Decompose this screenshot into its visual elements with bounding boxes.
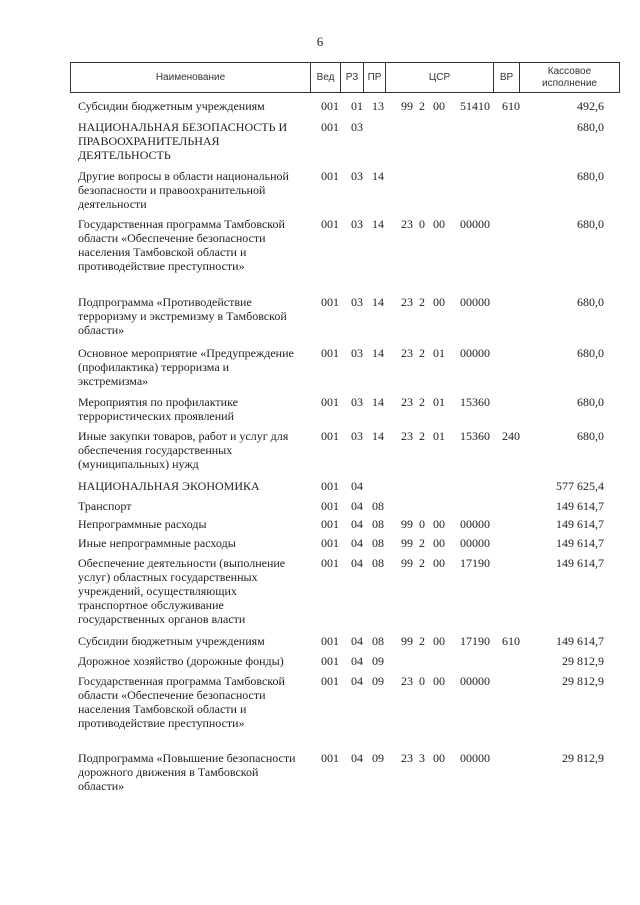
row-csr-event: 00	[433, 217, 445, 231]
row-rz: 01	[351, 99, 363, 113]
row-pr: 09	[372, 654, 384, 668]
row-pr: 14	[372, 429, 384, 443]
row-csr-direction: 17190	[460, 634, 490, 648]
row-csr-subprogram: 2	[419, 634, 425, 648]
row-amount: 149 614,7	[556, 517, 604, 531]
page-number: 6	[316, 34, 324, 49]
row-pr: 08	[372, 517, 384, 531]
row-ved: 001	[321, 634, 339, 648]
row-csr-direction: 00000	[460, 217, 490, 231]
row-csr-program: 99	[401, 556, 413, 570]
row-pr: 14	[372, 346, 384, 360]
row-pr: 08	[372, 634, 384, 648]
row-rz: 04	[351, 556, 363, 570]
row-csr-subprogram: 0	[419, 517, 425, 531]
row-name: НАЦИОНАЛЬНАЯ БЕЗОПАСНОСТЬ И ПРАВООХРАНИТЕЛЬНАЯ ДЕЯТЕЛЬНОСТЬ	[78, 120, 288, 162]
row-pr: 08	[372, 556, 384, 570]
row-amount: 149 614,7	[556, 634, 604, 648]
row-ved: 001	[321, 99, 339, 113]
row-csr-program: 99	[401, 536, 413, 550]
row-csr-program: 23	[401, 674, 413, 688]
row-pr: 14	[372, 395, 384, 409]
row-csr-event: 00	[433, 295, 445, 309]
row-amount: 577 625,4	[556, 479, 604, 493]
row-ved: 001	[321, 499, 339, 513]
row-csr-direction: 51410	[460, 99, 490, 113]
header-name: Наименование	[71, 63, 311, 93]
header-amount-line1: Кассовое	[547, 65, 592, 77]
row-ved: 001	[321, 479, 339, 493]
row-csr-event: 00	[433, 751, 445, 765]
row-csr-program: 99	[401, 99, 413, 113]
row-ved: 001	[321, 395, 339, 409]
row-rz: 04	[351, 517, 363, 531]
row-amount: 680,0	[577, 395, 604, 409]
row-ved: 001	[321, 217, 339, 231]
row-ved: 001	[321, 654, 339, 668]
row-rz: 04	[351, 751, 363, 765]
row-name: Основное мероприятие «Предупреждение (профилактика) терроризма и экстремизма»	[78, 346, 294, 388]
row-rz: 04	[351, 536, 363, 550]
row-csr-event: 00	[433, 99, 445, 113]
row-name: Подпрограмма «Повышение безопасности дорожного движения в Тамбовской области»	[78, 751, 296, 793]
row-name: Государственная программа Тамбовской области «Обеспечение безопасности населения Тамбовской области и противодействие преступности»	[78, 674, 285, 730]
row-pr: 08	[372, 536, 384, 550]
row-pr: 14	[372, 295, 384, 309]
row-ved: 001	[321, 517, 339, 531]
row-rz: 04	[351, 634, 363, 648]
row-rz: 03	[351, 395, 363, 409]
row-csr-direction: 00000	[460, 517, 490, 531]
row-vr: 610	[502, 634, 520, 648]
row-rz: 04	[351, 479, 363, 493]
row-ved: 001	[321, 556, 339, 570]
row-pr: 08	[372, 499, 384, 513]
row-amount: 29 812,9	[562, 674, 604, 688]
row-ved: 001	[321, 169, 339, 183]
row-amount: 680,0	[577, 346, 604, 360]
row-amount: 29 812,9	[562, 654, 604, 668]
row-csr-subprogram: 3	[419, 751, 425, 765]
row-csr-subprogram: 2	[419, 99, 425, 113]
row-name: Транспорт	[78, 499, 132, 513]
row-amount: 149 614,7	[556, 499, 604, 513]
row-amount: 149 614,7	[556, 536, 604, 550]
row-csr-event: 01	[433, 346, 445, 360]
row-name: Обеспечение деятельности (выполнение услуг) областных государственных учреждений, осуществляющих транспортное обслуживание государственных органов власти	[78, 556, 286, 626]
row-csr-direction: 00000	[460, 295, 490, 309]
row-rz: 03	[351, 346, 363, 360]
row-pr: 14	[372, 169, 384, 183]
row-name: Иные закупки товаров, работ и услуг для обеспечения государственных (муниципальных) нужд	[78, 429, 289, 471]
row-csr-direction: 00000	[460, 674, 490, 688]
row-csr-subprogram: 2	[419, 536, 425, 550]
row-ved: 001	[321, 346, 339, 360]
row-pr: 09	[372, 751, 384, 765]
row-name: Дорожное хозяйство (дорожные фонды)	[78, 654, 284, 668]
row-amount: 680,0	[577, 120, 604, 134]
row-amount: 680,0	[577, 429, 604, 443]
row-rz: 04	[351, 499, 363, 513]
row-rz: 03	[351, 169, 363, 183]
row-pr: 13	[372, 99, 384, 113]
row-csr-event: 00	[433, 556, 445, 570]
header-amount-line2: исполнение	[542, 77, 597, 89]
header-csr: ЦСР	[386, 63, 494, 93]
row-csr-event: 00	[433, 634, 445, 648]
row-name: Мероприятия по профилактике террористических проявлений	[78, 395, 238, 423]
row-amount: 492,6	[577, 99, 604, 113]
row-vr: 610	[502, 99, 520, 113]
row-name: Подпрограмма «Противодействие терроризму и экстремизму в Тамбовской области»	[78, 295, 287, 337]
row-pr: 09	[372, 674, 384, 688]
row-csr-event: 01	[433, 395, 445, 409]
row-amount: 149 614,7	[556, 556, 604, 570]
row-rz: 03	[351, 429, 363, 443]
row-csr-subprogram: 0	[419, 674, 425, 688]
row-csr-direction: 00000	[460, 536, 490, 550]
row-csr-program: 99	[401, 634, 413, 648]
row-rz: 03	[351, 295, 363, 309]
row-rz: 03	[351, 120, 363, 134]
header-rz: РЗ	[341, 63, 364, 93]
row-name: Государственная программа Тамбовской области «Обеспечение безопасности населения Тамбовской области и противодействие преступности»	[78, 217, 285, 273]
row-name: Иные непрограммные расходы	[78, 536, 236, 550]
row-name: Другие вопросы в области национальной безопасности и правоохранительной деятельности	[78, 169, 289, 211]
row-csr-event: 00	[433, 674, 445, 688]
row-rz: 03	[351, 217, 363, 231]
row-csr-subprogram: 2	[419, 295, 425, 309]
row-name: Субсидии бюджетным учреждениям	[78, 634, 265, 648]
row-csr-program: 23	[401, 346, 413, 360]
row-csr-program: 23	[401, 217, 413, 231]
row-csr-subprogram: 2	[419, 429, 425, 443]
row-csr-subprogram: 0	[419, 217, 425, 231]
row-csr-subprogram: 2	[419, 556, 425, 570]
row-name: Субсидии бюджетным учреждениям	[78, 99, 265, 113]
row-csr-direction: 17190	[460, 556, 490, 570]
row-ved: 001	[321, 751, 339, 765]
row-ved: 001	[321, 295, 339, 309]
row-pr: 14	[372, 217, 384, 231]
row-csr-event: 01	[433, 429, 445, 443]
row-amount: 680,0	[577, 295, 604, 309]
row-csr-direction: 15360	[460, 429, 490, 443]
row-vr: 240	[502, 429, 520, 443]
row-rz: 04	[351, 674, 363, 688]
row-csr-program: 23	[401, 751, 413, 765]
row-amount: 29 812,9	[562, 751, 604, 765]
row-ved: 001	[321, 120, 339, 134]
row-csr-direction: 00000	[460, 751, 490, 765]
row-ved: 001	[321, 536, 339, 550]
header-ved: Вед	[311, 63, 341, 93]
row-amount: 680,0	[577, 217, 604, 231]
row-csr-subprogram: 2	[419, 346, 425, 360]
row-amount: 680,0	[577, 169, 604, 183]
row-csr-program: 23	[401, 395, 413, 409]
row-rz: 04	[351, 654, 363, 668]
row-name: НАЦИОНАЛЬНАЯ ЭКОНОМИКА	[78, 479, 260, 493]
row-csr-event: 00	[433, 517, 445, 531]
header-pr: ПР	[364, 63, 386, 93]
row-ved: 001	[321, 674, 339, 688]
row-csr-subprogram: 2	[419, 395, 425, 409]
row-csr-program: 99	[401, 517, 413, 531]
row-name: Непрограммные расходы	[78, 517, 207, 531]
row-ved: 001	[321, 429, 339, 443]
header-vr: ВР	[494, 63, 520, 93]
row-csr-program: 23	[401, 429, 413, 443]
row-csr-direction: 15360	[460, 395, 490, 409]
row-csr-event: 00	[433, 536, 445, 550]
row-csr-program: 23	[401, 295, 413, 309]
row-csr-direction: 00000	[460, 346, 490, 360]
